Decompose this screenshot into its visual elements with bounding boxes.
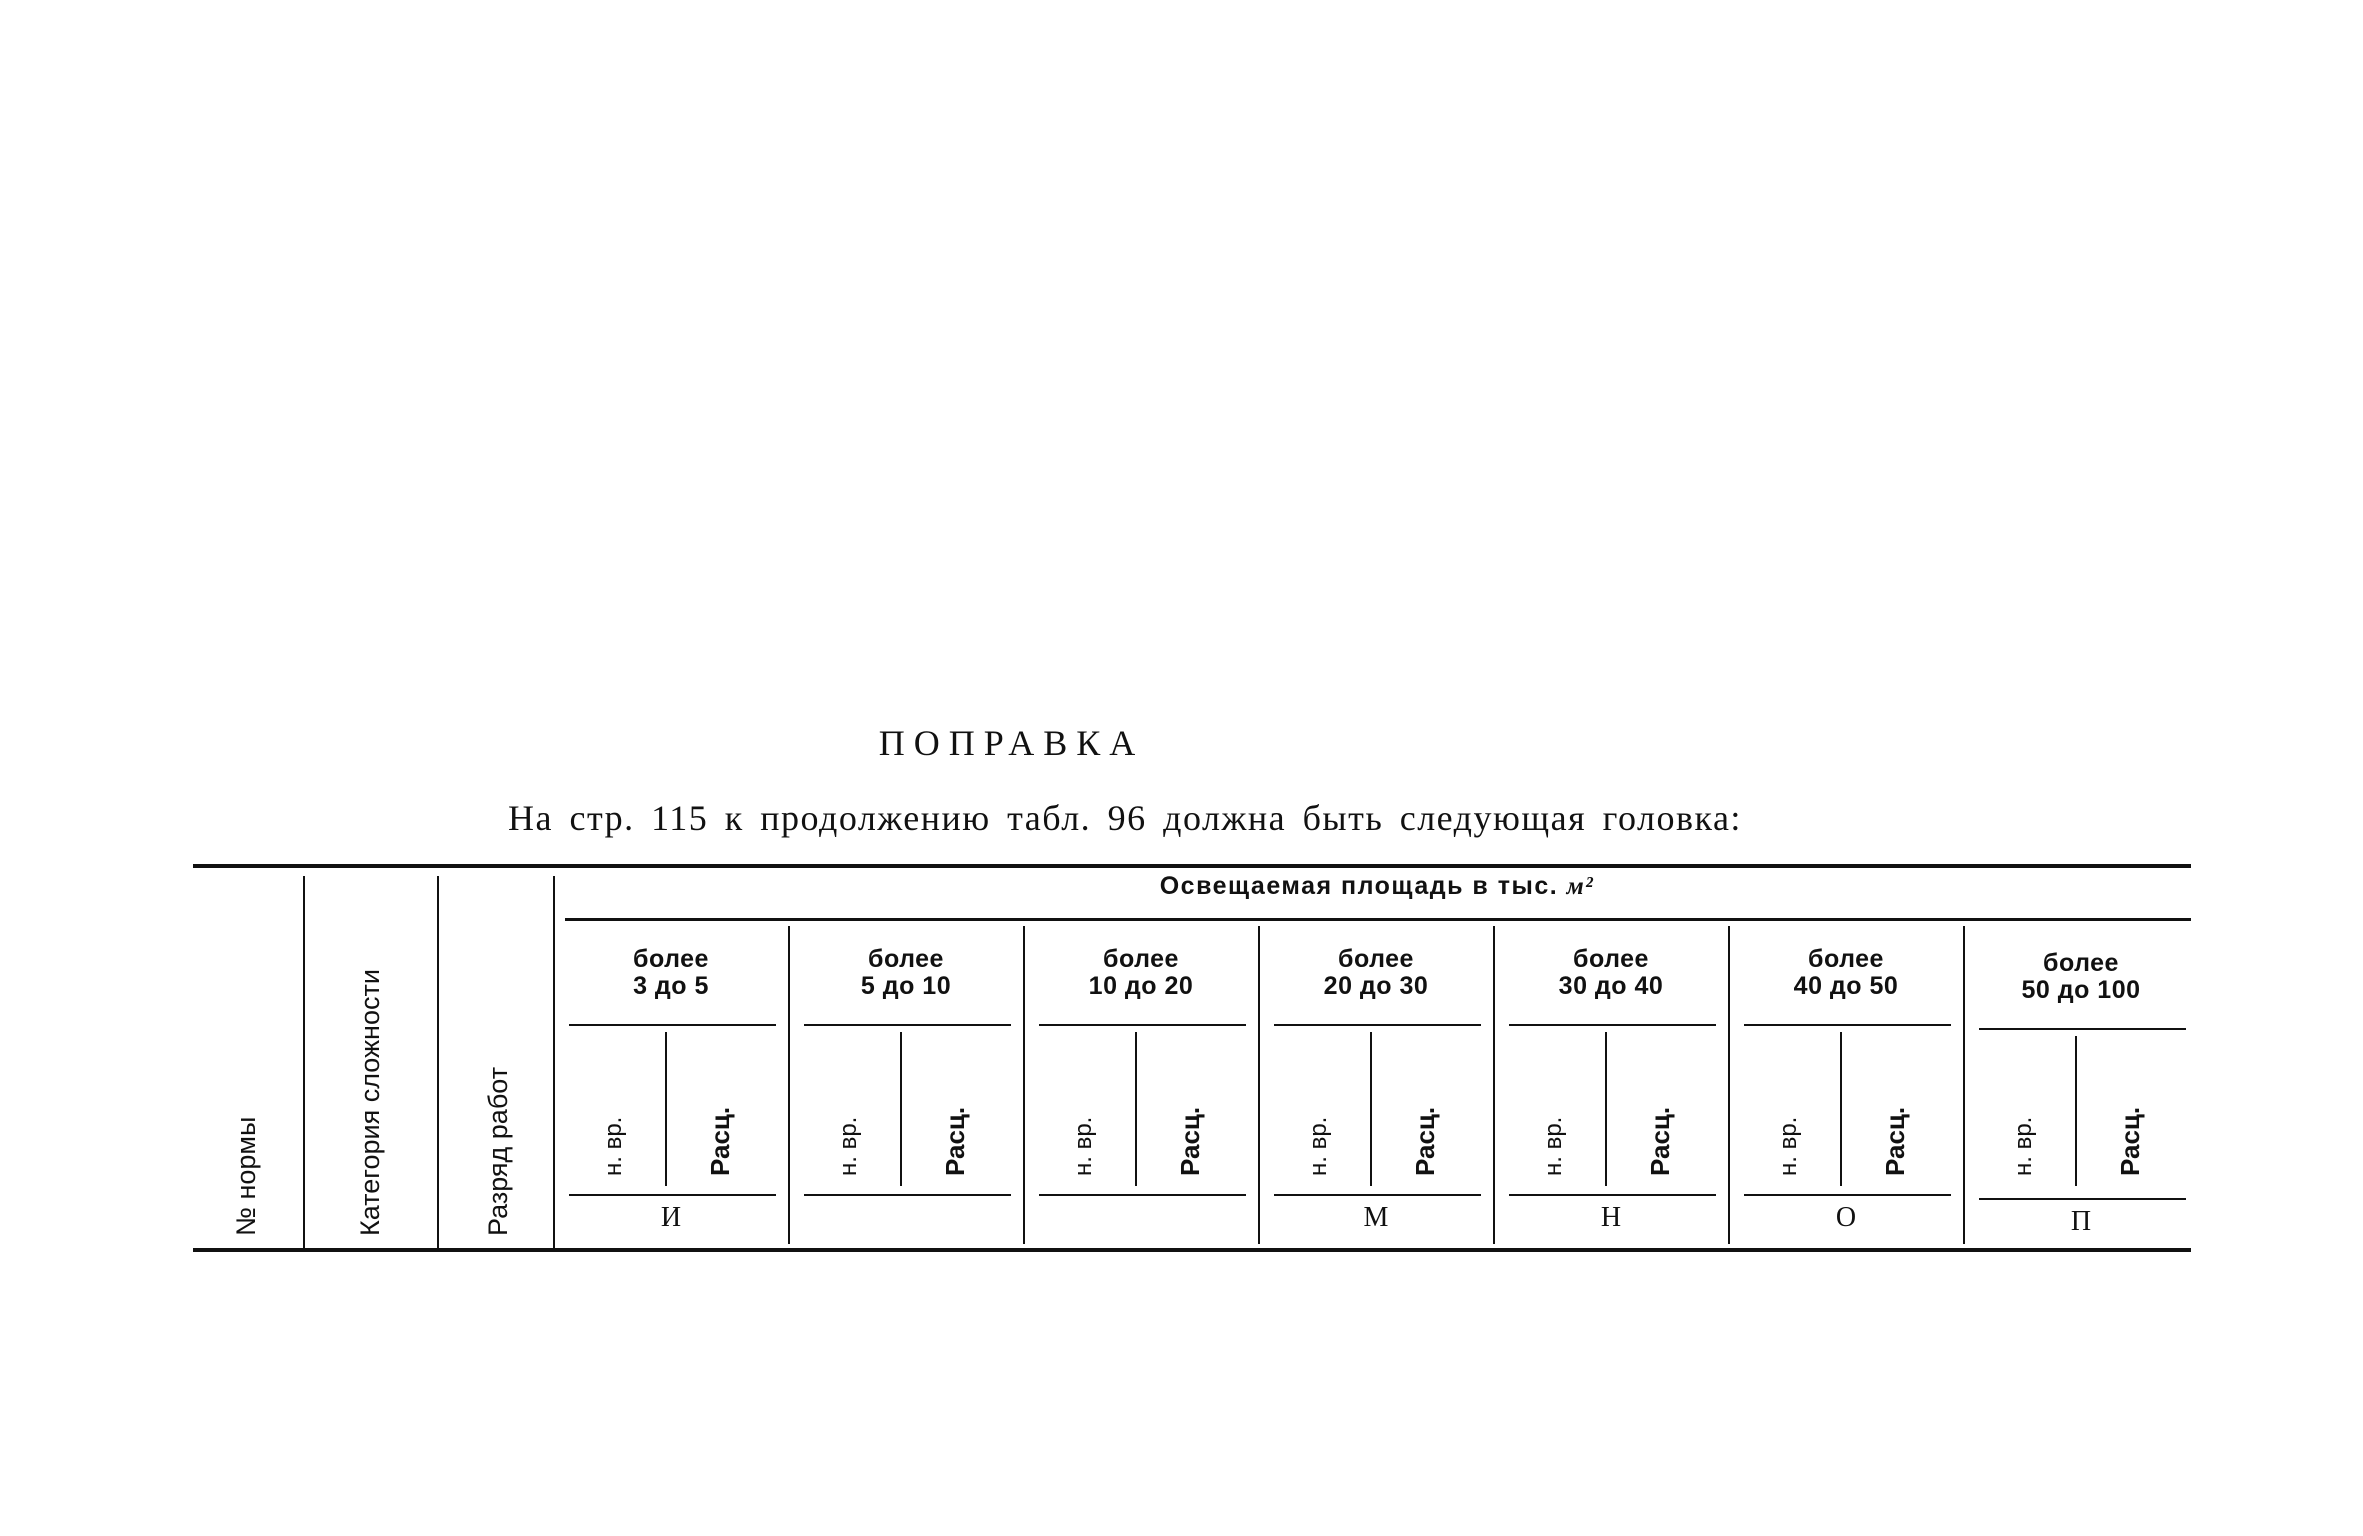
col-number-header: № нормы: [231, 1116, 261, 1236]
subcol-divider: [1135, 1032, 1137, 1186]
sub-time-label: н. вр.: [1540, 1116, 1567, 1176]
subcol-divider: [1605, 1032, 1607, 1186]
sub-time-label: н. вр.: [835, 1116, 862, 1176]
group-header-rule: [565, 918, 2191, 921]
subcol-divider: [900, 1032, 902, 1186]
subcol-divider: [665, 1032, 667, 1186]
subcol-divider: [2075, 1036, 2077, 1186]
table-top-rule: [193, 864, 2191, 868]
range-label-line2: 3 до 5: [633, 972, 709, 1000]
sub-rule: [1509, 1194, 1716, 1196]
subcol-divider: [1370, 1032, 1372, 1186]
sub-time-label: н. вр.: [2010, 1116, 2037, 1176]
range-label-line1: более: [633, 945, 709, 973]
table-bottom-rule: [193, 1248, 2191, 1252]
sub-time-label: н. вр.: [1305, 1116, 1332, 1176]
subtitle-text: На стр. 115 к продолжению табл. 96 должна быть следующая головка:: [508, 798, 1742, 838]
sub-rate-label: Расц.: [2115, 1106, 2145, 1176]
column-letter: М: [1363, 1202, 1389, 1233]
column-letter: О: [1835, 1202, 1857, 1233]
column-letter: И: [660, 1202, 682, 1233]
range-label-line2: 40 до 50: [1793, 972, 1899, 1000]
range-label-line2: 30 до 40: [1558, 972, 1664, 1000]
sub-time-label: н. вр.: [600, 1116, 627, 1176]
col-category-header: Категория сложности: [355, 969, 385, 1236]
sub-rate-label: Расц.: [1645, 1106, 1675, 1176]
sub-time-label: н. вр.: [1070, 1116, 1097, 1176]
sub-rate-label: Расц.: [940, 1106, 970, 1176]
table-header: [193, 864, 2191, 1252]
column-letter: П: [2070, 1206, 2092, 1237]
sub-rate-label: Расц.: [1880, 1106, 1910, 1176]
sub-rule: [1979, 1198, 2186, 1200]
sub-rate-label: Расц.: [1410, 1106, 1440, 1176]
range-rule: [804, 1024, 1011, 1026]
range-label-line1: более: [1338, 945, 1414, 973]
group-header-unit: м²: [1566, 873, 1595, 900]
col-divider: [303, 876, 305, 1248]
sub-rule: [1274, 1194, 1481, 1196]
range-label-line1: более: [868, 945, 944, 973]
sub-time-label: н. вр.: [1775, 1116, 1802, 1176]
sub-rule: [804, 1194, 1011, 1196]
range-label-line1: более: [1573, 945, 1649, 973]
range-label-line2: 10 до 20: [1088, 972, 1194, 1000]
sub-rule: [569, 1194, 776, 1196]
group-header: [563, 872, 2191, 901]
column-letter: Н: [1600, 1202, 1622, 1233]
sub-rule: [1039, 1194, 1246, 1196]
range-rule: [1979, 1028, 2186, 1030]
sub-rate-label: Расц.: [1175, 1106, 1205, 1176]
range-label-line1: более: [1808, 945, 1884, 973]
group-header-label: Освещаемая площадь в тыс.: [1159, 872, 1559, 900]
page-title: ПОПРАВКА: [878, 723, 1145, 763]
subcol-divider: [1840, 1032, 1842, 1186]
range-label-line2: 5 до 10: [860, 972, 952, 1000]
range-rule: [1274, 1024, 1481, 1026]
range-rule: [569, 1024, 776, 1026]
range-label-line2: 20 до 30: [1323, 972, 1429, 1000]
range-rule: [1744, 1024, 1951, 1026]
range-rule: [1039, 1024, 1246, 1026]
range-label-line1: более: [1103, 945, 1179, 973]
sub-rate-label: Расц.: [705, 1106, 735, 1176]
col-grade-header: Разряд работ: [483, 1066, 513, 1236]
range-rule: [1509, 1024, 1716, 1026]
col-divider: [437, 876, 439, 1248]
range-label-line1: более: [2043, 949, 2119, 977]
range-label-line2: 50 до 100: [2021, 976, 2141, 1004]
col-divider: [553, 876, 555, 1248]
sub-rule: [1744, 1194, 1951, 1196]
